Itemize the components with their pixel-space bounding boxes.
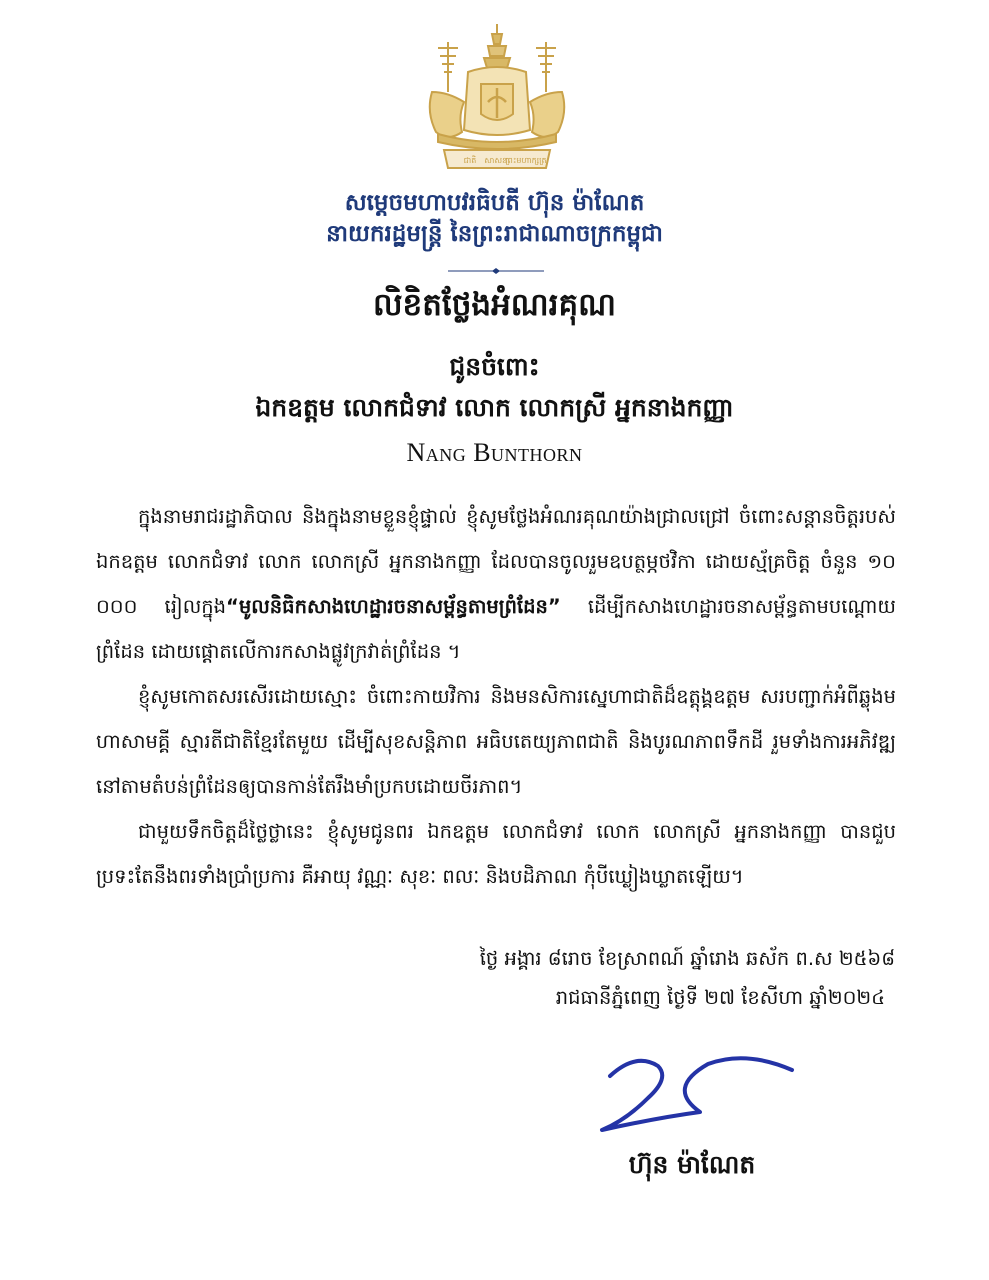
svg-text:ជាតិ: ជាតិ xyxy=(463,156,477,165)
sender-position: នាយករដ្ឋមន្ត្រី នៃព្រះរាជាណាចក្រកម្ពុជា xyxy=(326,221,663,247)
recipient-name: Nang Bunthorn xyxy=(406,438,583,467)
body-paragraph-3: ជាមួយទឹកចិត្តដ៏ថ្លៃថ្លានេះ ខ្ញុំសូមជូនពរ ឯកឧត្តម លោកជំទាវ លោក លោកស្រី អ្នកនាងកញ្ញា បានជួបប្រទះតែនឹងពរទាំងប្រាំប្រការ គឺអាយុ វណ្ណៈ សុខៈ ពលៈ និងបដិភាណ កុំបីឃ្លៀងឃ្លាតឡើយ។ xyxy=(96,820,896,888)
handwritten-signature-icon xyxy=(596,1048,806,1138)
body-paragraph-1: ក្នុងនាមរាជរដ្ឋាភិបាល និងក្នុងនាមខ្លួនខ្ញុំផ្ទាល់ ខ្ញុំសូមថ្លែងអំណរគុណយ៉ាងជ្រាលជ្រៅ ចំពោះសន្តានចិត្តរបស់ឯកឧត្តម លោកជំទាវ លោក លោកស្រី អ្នកនាងកញ្ញា ដែលបានចូលរួមឧបត្ថម្ភថវិកា ដោយស្ម័គ្រចិត្ត ចំនួន ១០ ០០០ រៀលក្នុង“មូលនិធិកសាងហេដ្ឋារចនាសម្ព័ន្ធតាមព្រំដែន” ដើម្បីកសាងហេដ្ឋារចនាសម្ព័ន្ធតាមបណ្តោយព្រំដែន ដោយផ្តោតលើការកសាងផ្លូវក្រវាត់ព្រំដែន ។ xyxy=(96,505,896,663)
signer-name: ហ៊ុន ម៉ាណែត xyxy=(628,1150,756,1179)
fund-name: “មូលនិធិកសាងហេដ្ឋារចនាសម្ព័ន្ធតាមព្រំដែន” xyxy=(226,595,561,618)
recipient-honorifics: ឯកឧត្តម លោកជំទាវ លោក លោកស្រី អ្នកនាងកញ្ញា xyxy=(255,393,734,422)
date-lunar: ថ្ងៃ អង្គារ ៨រោច ខែស្រាពណ៍ ឆ្នាំរោង ឆស័ក ព.ស ២៥៦៨ xyxy=(479,947,895,970)
addressee-label: ជូនចំពោះ xyxy=(449,352,540,381)
date-solar: រាជធានីភ្នំពេញ ថ្ងៃទី ២៧ ខែសីហា ឆ្នាំ២០២៤ xyxy=(555,986,885,1009)
header-divider xyxy=(448,266,544,276)
sender-title: សម្តេចមហាបវរធិបតី ហ៊ុន ម៉ាណែត xyxy=(344,190,645,216)
svg-text:ព្រះមហាក្សត្រ: ព្រះមហាក្សត្រ xyxy=(505,156,547,165)
svg-text:សាសនា: សាសនា xyxy=(484,156,510,165)
royal-coat-of-arms-icon xyxy=(418,22,576,174)
body-paragraph-2: ខ្ញុំសូមកោតសរសើរដោយស្មោះ ចំពោះកាយវិការ និងមនសិការស្នេហាជាតិដ៏ឧត្តុង្គឧត្តម សរបញ្ជាក់អំពីឆ្លុងមហាសាមគ្គី ស្មារតីជាតិខ្មែរតែមួយ ដើម្បីសុខសន្តិភាព អធិបតេយ្យភាពជាតិ និងបូរណភាពទឹកដី រួមទាំងការអភិវឌ្ឍនៅតាមតំបន់ព្រំដែនឲ្យបានកាន់តែរឹងមាំប្រកបដោយចីរភាព។ xyxy=(96,685,896,798)
letter-body xyxy=(96,494,896,899)
letter-title: លិខិតថ្លែងអំណរគុណ xyxy=(373,287,616,323)
